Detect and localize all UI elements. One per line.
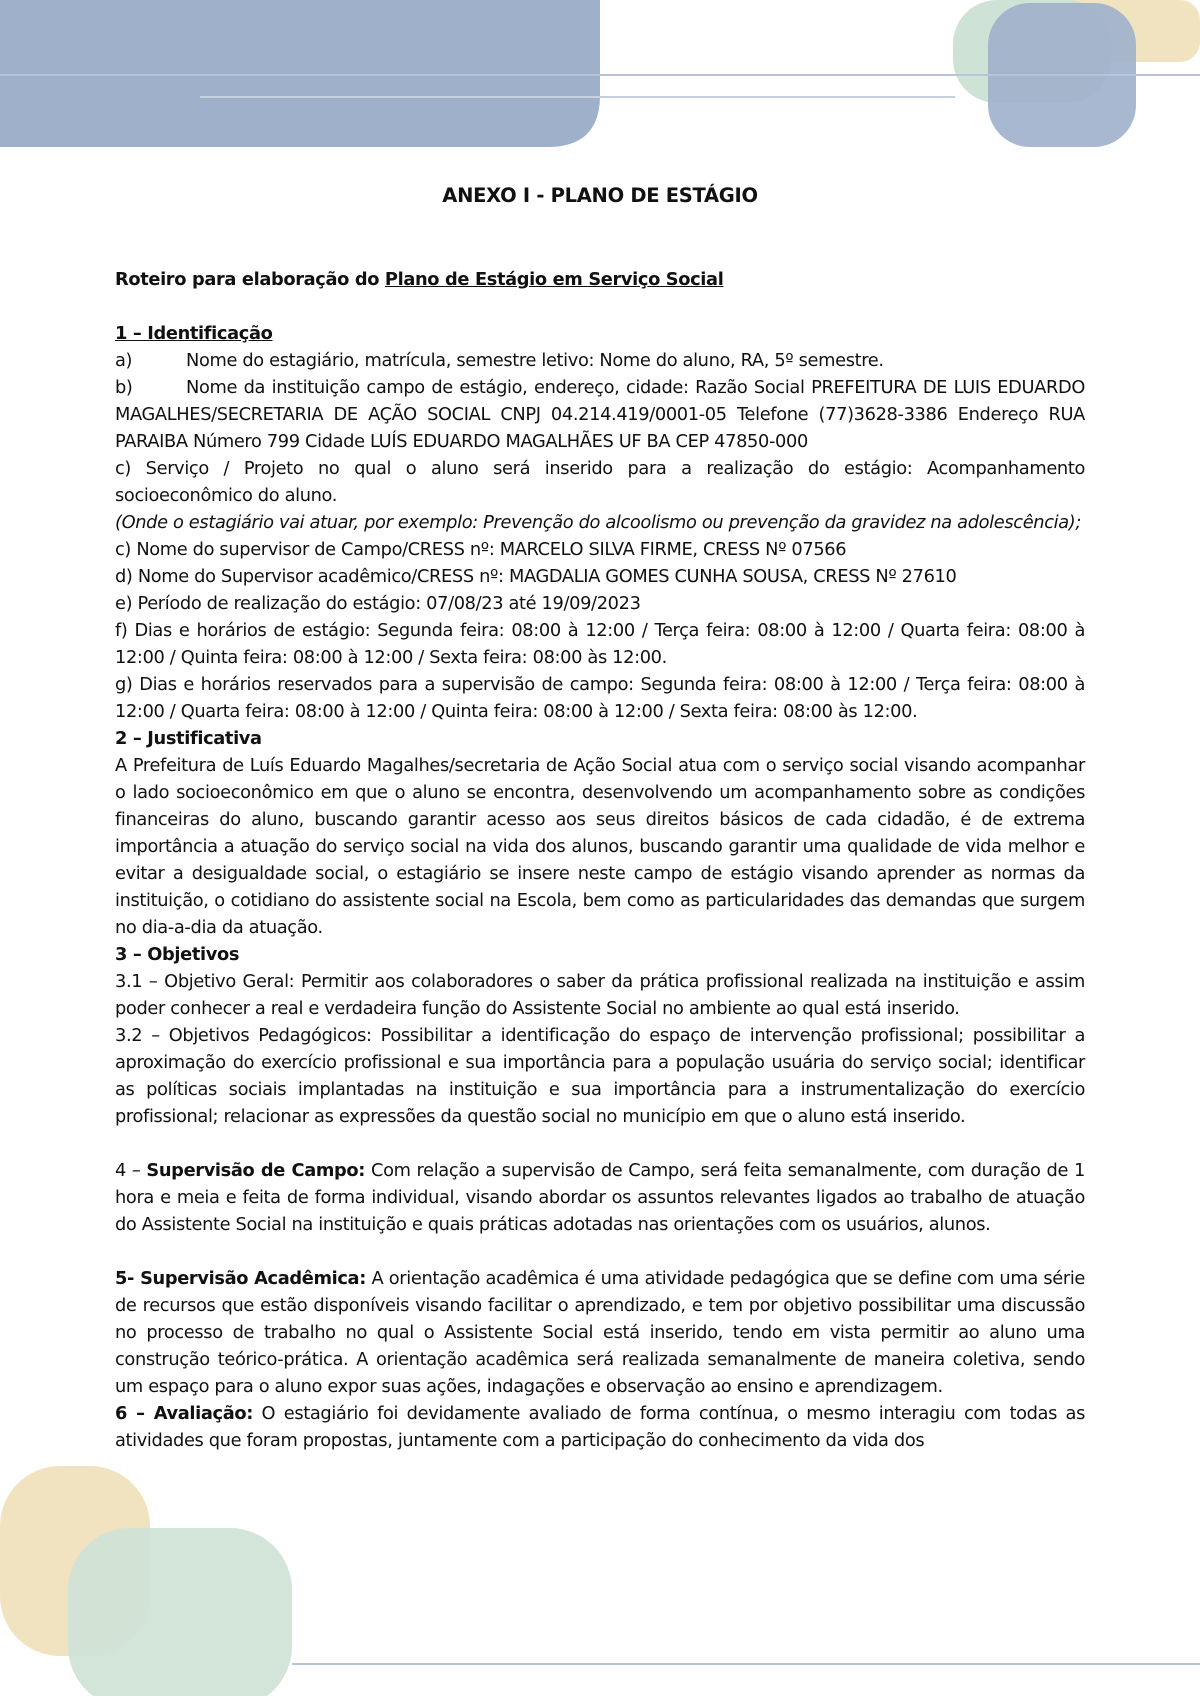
item-e-period: e) Período de realização do estágio: 07/08/23 até 19/09/2023: [115, 593, 641, 614]
section-6-text: O estagiário foi devidamente avaliado de forma contínua, o mesmo interagiu com todas as atividades que foram propostas, juntamente com a participação do conhecimento da vida dos: [115, 1403, 1086, 1451]
header-blue-shape: [0, 0, 600, 147]
item-b: [115, 374, 1085, 455]
section-1-heading: 1 – Identificação: [115, 323, 273, 344]
item-d-supervisor: d) Nome do Supervisor acadêmico/CRESS nº: MAGDALIA GOMES CUNHA SOUSA, CRESS Nº 27610: [115, 566, 957, 587]
section-2-heading: 2 – Justificativa: [115, 728, 262, 749]
item-example: (Onde o estagiário vai atuar, por exemplo: Prevenção do alcoolismo ou prevenção da gravidez na adolescência);: [115, 512, 1081, 533]
section-5-heading: 5- Supervisão Acadêmica:: [115, 1268, 366, 1289]
roteiro-prefix: Roteiro para elaboração do: [115, 269, 385, 290]
item-b-text: Nome da instituição campo de estágio, endereço, cidade: Razão Social PREFEITURA DE LUIS EDUARDO MAGALHES/SECRETARIA DE AÇÃO SOCIAL CNPJ 04.214.419/0001-05 Telefone (77)3628-3386 Endereço RUA PARAIBA Número 799 Cidade LUÍS EDUARDO MAGALHÃES UF BA CEP 47850-000: [115, 377, 1085, 452]
footer-decoration: [0, 1466, 1200, 1696]
section-5-text: A orientação acadêmica é uma atividade pedagógica que se define com uma série de recursos que estão disponíveis visando facilitar o aprendizado, e tem por objetivo possibilitar uma discussão no processo de trabalho no qual o Assistente Social está inserido, tendo em vista permitir ao aluno uma construção teórico-prática. A orientação acadêmica será realizada semanalmente de maneira coletiva, sendo um espaço para o aluno expor suas ações, indagações e observação ao ensino e aprendizagem.: [115, 1268, 1085, 1397]
item-a-text: Nome do estagiário, matrícula, semestre letivo: Nome do aluno, RA, 5º semestre.: [186, 350, 884, 371]
footer-green-shape: [68, 1528, 292, 1696]
item-b-mark: b): [115, 377, 133, 398]
section-3-2: 3.2 – Objetivos Pedagógicos: Possibilitar a identificação do espaço de intervenção profissional; possibilitar a aproximação do exercício profissional e sua importância para a população usuária do serviço social; identificar as políticas sociais implantadas na instituição e sua importância para a instrumentalização do exercício profissional; relacionar as expressões da questão social no município em que o aluno está inserido.: [115, 1025, 1085, 1127]
section-4-num: 4 –: [115, 1160, 147, 1181]
document-body: [115, 266, 1085, 1454]
item-a-mark: a): [115, 350, 133, 371]
roteiro-line: [115, 266, 1085, 293]
item-f-schedule: f) Dias e horários de estágio: Segunda feira: 08:00 à 12:00 / Terça feira: 08:00 à 12:00 / Quarta feira: 08:00 à 12:00 / Quinta feira: 08:00 à 12:00 / Sexta feira: 08:00 às 12:00.: [115, 620, 1085, 668]
section-5: [115, 1265, 1085, 1400]
section-6-heading: 6 – Avaliação:: [115, 1403, 253, 1424]
item-c-supervisor: c) Nome do supervisor de Campo/CRESS nº: MARCELO SILVA FIRME, CRESS Nº 07566: [115, 539, 847, 560]
section-4-text: Com relação a supervisão de Campo, será feita semanalmente, com duração de 1 hora e meia e feita de forma individual, visando abordar os assuntos relevantes ligados ao trabalho de atuação do Assistente Social na instituição e quais práticas adotadas nas orientações com os usuários, alunos.: [115, 1160, 1085, 1235]
roteiro-link: Plano de Estágio em Serviço Social: [384, 269, 724, 290]
section-2-text: A Prefeitura de Luís Eduardo Magalhes/secretaria de Ação Social atua com o serviço social visando acompanhar o lado socioeconômico em que o aluno se encontra, desenvolvendo um acompanhamento sobre as condições financeiras do aluno, buscando garantir acesso aos seus direitos básicos de cada cidadão, é de extrema importância a atuação do serviço social na vida dos alunos, buscando garantir uma qualidade de vida melhor e evitar a desigualdade social, o estagiário se insere neste campo de estágio visando aprender as normas da instituição, o cotidiano do assistente social na Escola, bem como as particularidades das demandas que surgem no dia-a-dia da atuação.: [115, 755, 1085, 938]
page-title: ANEXO I - PLANO DE ESTÁGIO: [442, 184, 758, 207]
section-3-1: 3.1 – Objetivo Geral: Permitir aos colaboradores o saber da prática profissional realizada na instituição e assim poder conhecer a real e verdadeira função do Assistente Social no ambiente ao qual está inserido.: [115, 971, 1085, 1019]
section-4-heading: Supervisão de Campo:: [146, 1160, 366, 1181]
item-c-service: c) Serviço / Projeto no qual o aluno será inserido para a realização do estágio: Acompanhamento socioeconômico do aluno.: [115, 458, 1085, 506]
section-3-heading: 3 – Objetivos: [115, 944, 240, 965]
header-decoration: [0, 0, 1200, 160]
section-4: [115, 1157, 1085, 1238]
section-6: [115, 1400, 1085, 1454]
item-a: [115, 347, 1085, 374]
item-g-schedule: g) Dias e horários reservados para a supervisão de campo: Segunda feira: 08:00 à 12:00 / Terça feira: 08:00 à 12:00 / Quarta feira: 08:00 à 12:00 / Quinta feira: 08:00 à 12:00 / Sexta feira: 08:00 às 12:00.: [115, 674, 1085, 722]
